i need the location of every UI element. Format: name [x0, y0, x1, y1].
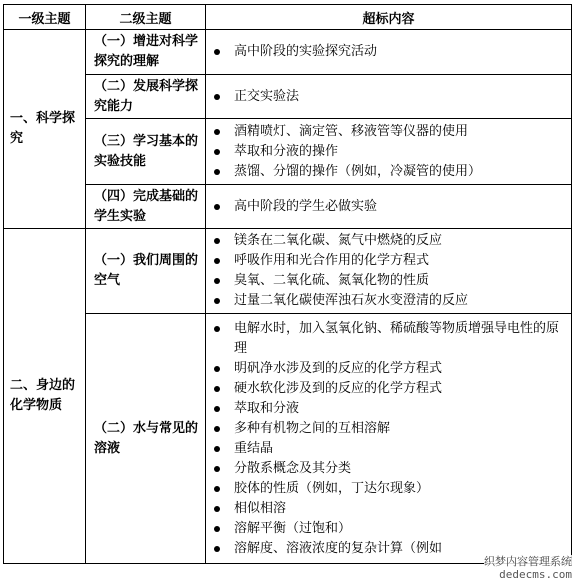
bullet-icon — [214, 298, 220, 304]
list-item: 镁条在二氧化碳、氮气中燃烧的反应 — [206, 231, 571, 251]
header-content: 超标内容 — [206, 5, 572, 30]
table-row — [4, 75, 572, 119]
section1-row3-content — [206, 119, 572, 185]
list-item: 电解水时，加入氢氧化钠、稀硫酸等物质增强导电性的原理 — [206, 319, 571, 359]
header-level2: 二级主题 — [86, 5, 206, 30]
list-item: 高中阶段的学生必做实验 — [206, 197, 571, 217]
list-item: 正交实验法 — [206, 87, 571, 107]
list-item: 酒精喷灯、滴定管、移液管等仪器的使用 — [206, 122, 571, 142]
list-item: 重结晶 — [206, 439, 571, 459]
section2-row2-content — [206, 314, 572, 564]
list-item: 分散系概念及其分类 — [206, 459, 571, 479]
section1-label: 一、科学探究 — [4, 30, 86, 229]
bullet-icon — [214, 466, 220, 472]
table-row — [4, 314, 572, 564]
bullet-icon — [214, 366, 220, 372]
watermark — [484, 555, 572, 581]
bullet-icon — [214, 446, 220, 452]
bullet-icon — [214, 526, 220, 532]
bullet-icon — [214, 169, 220, 175]
list-item: 过量二氧化碳使浑浊石灰水变澄清的反应 — [206, 291, 571, 311]
bullet-icon — [214, 204, 220, 210]
table-row — [4, 30, 572, 75]
bullet-icon — [214, 486, 220, 492]
section2-row1-label: （一）我们周围的空气 — [86, 229, 206, 314]
section2-row2-label: （二）水与常见的溶液 — [86, 314, 206, 564]
section1-row1-label: （一）增进对科学探究的理解 — [86, 30, 206, 75]
section2-row1-content — [206, 229, 572, 314]
header-row — [4, 5, 572, 30]
bullet-icon — [214, 258, 220, 264]
list-item: 相似相溶 — [206, 499, 571, 519]
list-item: 明矾净水涉及到的反应的化学方程式 — [206, 359, 571, 379]
section2-label: 二、身边的化学物质 — [4, 229, 86, 564]
bullet-icon — [214, 506, 220, 512]
list-item: 萃取和分液的操作 — [206, 142, 571, 162]
table-row — [4, 229, 572, 314]
bullet-icon — [214, 326, 220, 332]
section1-row1-content — [206, 30, 572, 75]
section1-row2-label: （二）发展科学探究能力 — [86, 75, 206, 119]
list-item: 硬水软化涉及到的反应的化学方程式 — [206, 379, 571, 399]
section1-row3-label: （三）学习基本的实验技能 — [86, 119, 206, 185]
table-row — [4, 119, 572, 185]
bullet-icon — [214, 149, 220, 155]
list-item: 多种有机物之间的互相溶解 — [206, 419, 571, 439]
list-item: 溶解度、溶液浓度的复杂计算（例如 — [206, 539, 571, 559]
list-item: 溶解平衡（过饱和） — [206, 519, 571, 539]
bullet-icon — [214, 426, 220, 432]
list-item: 蒸馏、分馏的操作（例如，冷凝管的使用） — [206, 162, 571, 182]
watermark-line2: dedecms.com — [499, 568, 572, 581]
list-item: 高中阶段的实验探究活动 — [206, 42, 571, 62]
bullet-icon — [214, 406, 220, 412]
list-item: 呼吸作用和光合作用的化学方程式 — [206, 251, 571, 271]
list-item: 臭氧、二氧化硫、氮氧化物的性质 — [206, 271, 571, 291]
bullet-icon — [214, 94, 220, 100]
section1-row2-content — [206, 75, 572, 119]
section1-row4-label: （四）完成基础的学生实验 — [86, 185, 206, 229]
content-table — [3, 4, 572, 564]
section1-row4-content — [206, 185, 572, 229]
table-row — [4, 185, 572, 229]
bullet-icon — [214, 386, 220, 392]
bullet-icon — [214, 238, 220, 244]
list-item: 萃取和分液 — [206, 399, 571, 419]
list-item: 胶体的性质（例如，丁达尔现象） — [206, 479, 571, 499]
header-level1: 一级主题 — [4, 5, 86, 30]
watermark-line1: 织梦内容管理系统 — [484, 555, 572, 568]
bullet-icon — [214, 278, 220, 284]
bullet-icon — [214, 49, 220, 55]
bullet-icon — [214, 546, 220, 552]
bullet-icon — [214, 129, 220, 135]
